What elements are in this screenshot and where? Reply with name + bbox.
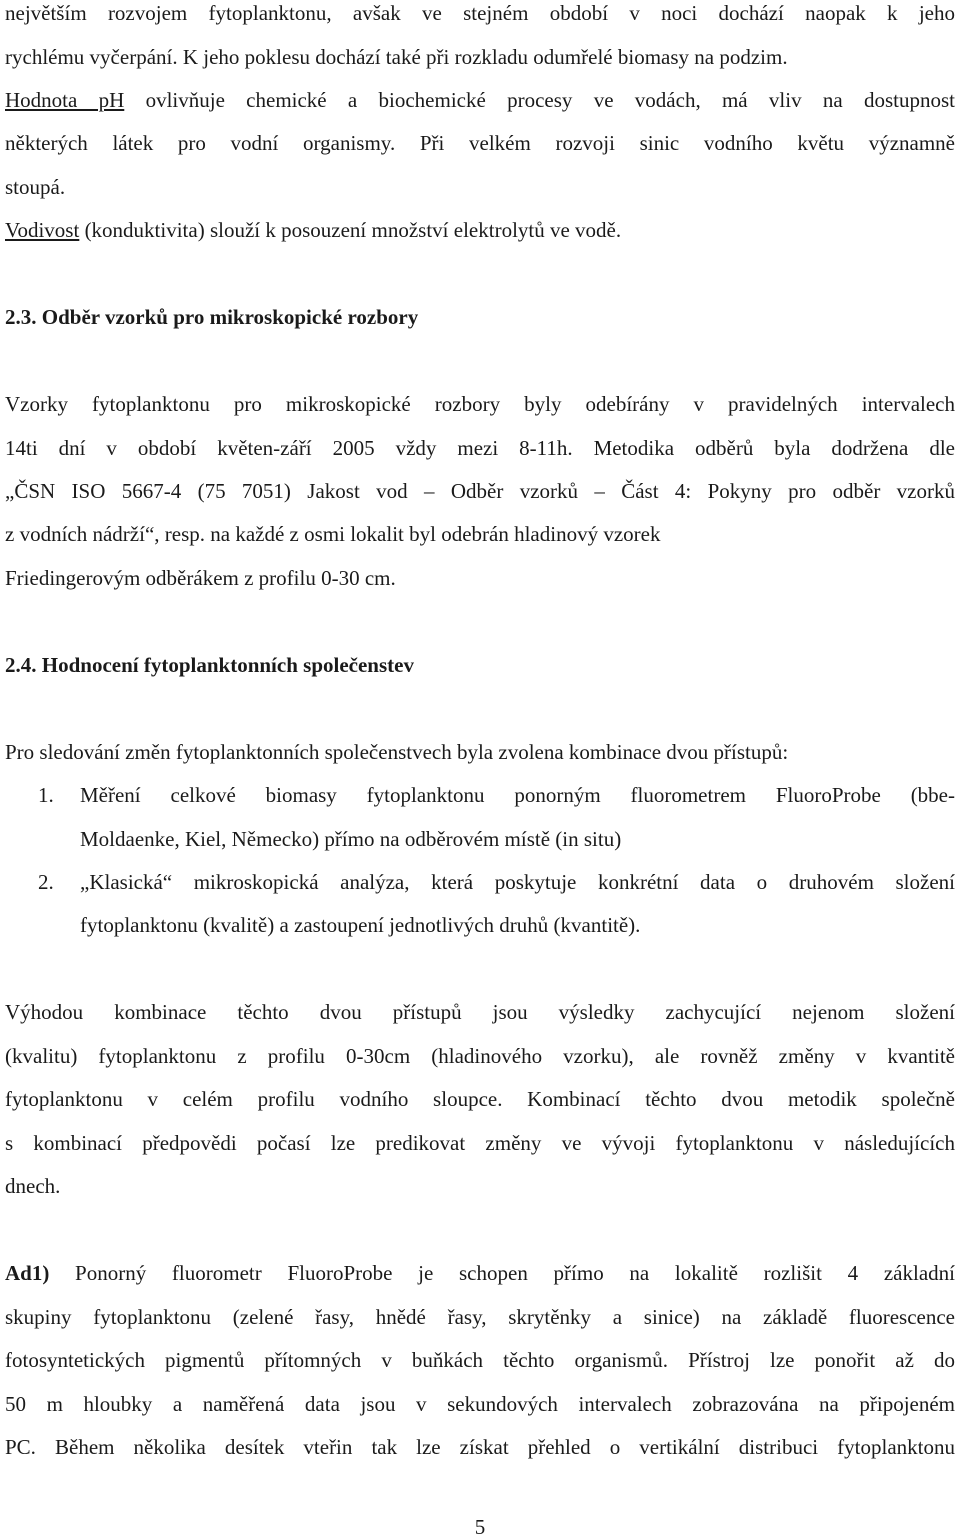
ad1-line-5: PC. Během několika desítek vteřin tak lze získat přehled o vertikální distribuci fytoplanktonu — [5, 1435, 955, 1459]
intro-line-3 — [5, 87, 955, 113]
intro-line-3-rest: ovlivňuje chemické a biochemické procesy ve vodách, má vliv na dostupnost — [124, 88, 955, 112]
advantage-line-2: (kvalitu) fytoplanktonu z profilu 0-30cm (hladinového vzorku), ale rovněž změny v kvantitě — [5, 1044, 955, 1068]
ad1-line-2: skupiny fytoplanktonu (zelené řasy, hnědé řasy, skrytěnky a sinice) na základě fluorescence — [5, 1305, 955, 1329]
section-2-3-line-4: z vodních nádrží“, resp. na každé z osmi lokalit byl odebrán hladinový vzorek — [5, 522, 661, 546]
intro-line-6-rest: (konduktivita) slouží k posouzení množství elektrolytů ve vodě. — [79, 218, 622, 242]
section-2-4-heading: 2.4. Hodnocení fytoplanktonních společenstev — [5, 653, 414, 677]
conductivity-term: Vodivost — [5, 218, 80, 242]
list-item-1-line-2: Moldaenke, Kiel, Německo) přímo na odběrovém místě (in situ) — [80, 827, 622, 851]
advantage-line-1: Výhodou kombinace těchto dvou přístupů jsou výsledky zachycující nejenom složení — [5, 1000, 955, 1024]
section-2-3-line-3: „ČSN ISO 5667-4 (75 7051) Jakost vod – Odběr vzorků – Část 4: Pokyny pro odběr vzorků — [5, 479, 955, 503]
intro-line-6 — [5, 217, 621, 243]
advantage-line-3: fytoplanktonu v celém profilu vodního sloupce. Kombinací těchto dvou metodik společně — [5, 1087, 955, 1111]
advantage-line-4: s kombinací předpovědi počasí lze predikovat změny ve vývoji fytoplanktonu v následujících — [5, 1131, 955, 1155]
list-item-2-line-1: „Klasická“ mikroskopická analýza, která poskytuje konkrétní data o druhovém složení — [80, 870, 955, 894]
page-number: 5 — [474, 1515, 486, 1539]
ad1-line-3: fotosyntetických pigmentů přítomných v buňkách těchto organismů. Přístroj lze ponořit až do — [5, 1348, 955, 1372]
intro-line-4: některých látek pro vodní organismy. Při velkém rozvoji sinic vodního květu významně — [5, 131, 955, 155]
ad1-line-1 — [5, 1260, 955, 1286]
intro-line-2: rychlému vyčerpání. K jeho poklesu dochází také při rozkladu odumřelé biomasy na podzim. — [5, 45, 788, 69]
section-2-3-line-2: 14ti dní v období květen-září 2005 vždy mezi 8-11h. Metodika odběrů byla dodržena dle — [5, 436, 955, 460]
ph-term: Hodnota pH — [5, 88, 125, 112]
list-item-2-number: 2. — [38, 870, 54, 894]
intro-line-1: největším rozvojem fytoplanktonu, avšak ve stejném období v noci dochází naopak k jeho — [5, 1, 955, 25]
ad1-line-1-rest: Ponorný fluorometr FluoroProbe je schopen přímo na lokalitě rozlišit 4 základní — [49, 1261, 955, 1285]
list-item-1-line-1: Měření celkové biomasy fytoplanktonu ponorným fluorometrem FluoroProbe (bbe- — [80, 783, 955, 807]
list-item-1-number: 1. — [38, 783, 54, 807]
ad1-line-4: 50 m hloubky a naměřená data jsou v sekundových intervalech zobrazována na připojeném — [5, 1392, 955, 1416]
section-2-4-intro: Pro sledování změn fytoplanktonních společenstvech byla zvolena kombinace dvou přístupů: — [5, 740, 789, 764]
section-2-3-line-5: Friedingerovým odběrákem z profilu 0-30 cm. — [5, 566, 396, 590]
section-2-3-line-1: Vzorky fytoplanktonu pro mikroskopické rozbory byly odebírány v pravidelných intervalech — [5, 392, 955, 416]
section-2-3-heading: 2.3. Odběr vzorků pro mikroskopické rozbory — [5, 305, 419, 329]
intro-line-5: stoupá. — [5, 175, 66, 199]
advantage-line-5: dnech. — [5, 1174, 61, 1198]
list-item-2-line-2: fytoplanktonu (kvalitě) a zastoupení jednotlivých druhů (kvantitě). — [80, 913, 641, 937]
ad1-label: Ad1) — [5, 1261, 50, 1285]
